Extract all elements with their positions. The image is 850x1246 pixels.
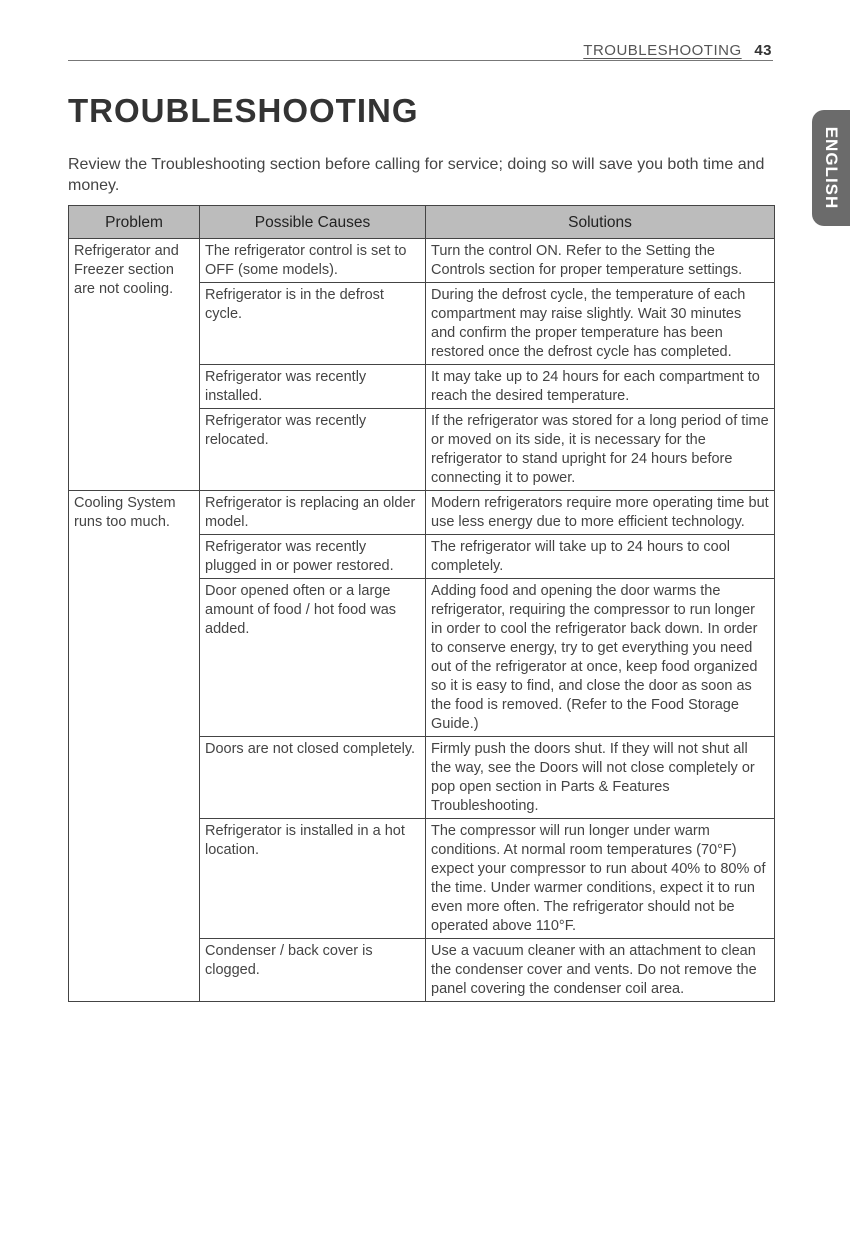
problem-cell: Cooling System runs too much. <box>69 491 200 1002</box>
cause-cell: Refrigerator is in the defrost cycle. <box>200 283 426 365</box>
solution-cell: It may take up to 24 hours for each compartment to reach the desired temperature. <box>426 365 775 409</box>
intro-paragraph: Review the Troubleshooting section before calling for service; doing so will save you both time and money. <box>68 156 765 194</box>
cause-cell: Refrigerator was recently installed. <box>200 365 426 409</box>
solution-cell: Adding food and opening the door warms the refrigerator, requiring the compressor to run longer in order to cool the refrigerator back down. In order to conserve energy, try to get everything you need out of the refrigerator at once, keep food organized so it is easy to find, and close the door as soon as the food is removed. (Refer to the Food Storage Guide.) <box>426 579 775 737</box>
cause-cell: Refrigerator was recently plugged in or power restored. <box>200 535 426 579</box>
solution-cell: Turn the control ON. Refer to the Setting the Controls section for proper temperature settings. <box>426 239 775 283</box>
page-title: TROUBLESHOOTING <box>68 92 419 129</box>
problem-cell: Refrigerator and Freezer section are not cooling. <box>69 239 200 491</box>
solution-cell: Modern refrigerators require more operating time but use less energy due to more efficient technology. <box>426 491 775 535</box>
column-header-problem: Problem <box>69 206 200 239</box>
solution-cell: Use a vacuum cleaner with an attachment to clean the condenser cover and vents. Do not remove the panel covering the condenser coil area. <box>426 939 775 1002</box>
cause-cell: Refrigerator was recently relocated. <box>200 409 426 491</box>
table-header-row <box>69 206 775 239</box>
column-header-causes: Possible Causes <box>200 206 426 239</box>
solution-cell: The compressor will run longer under warm conditions. At normal room temperatures (70°F) expect your compressor to run about 40% to 80% of the time. Under warmer conditions, expect it to run even more often. The refrigerator should not be operated above 110°F. <box>426 819 775 939</box>
table-row <box>69 239 775 283</box>
header-section-name: TROUBLESHOOTING <box>583 42 742 59</box>
cause-cell: Condenser / back cover is clogged. <box>200 939 426 1002</box>
solution-cell: During the defrost cycle, the temperature of each compartment may raise slightly. Wait 30 minutes and confirm the proper temperature has been restored once the defrost cycle has completed. <box>426 283 775 365</box>
column-header-solutions: Solutions <box>426 206 775 239</box>
cause-cell: Refrigerator is installed in a hot location. <box>200 819 426 939</box>
solution-cell: Firmly push the doors shut. If they will not shut all the way, see the Doors will not close completely or pop open section in Parts & Features Troubleshooting. <box>426 737 775 819</box>
cause-cell: Door opened often or a large amount of food / hot food was added. <box>200 579 426 737</box>
language-tab <box>812 110 850 226</box>
solution-cell: The refrigerator will take up to 24 hours to cool completely. <box>426 535 775 579</box>
cause-cell: Refrigerator is replacing an older model. <box>200 491 426 535</box>
table-row <box>69 491 775 535</box>
solution-cell: If the refrigerator was stored for a long period of time or moved on its side, it is necessary for the refrigerator to stand upright for 24 hours before connecting it to power. <box>426 409 775 491</box>
running-header <box>583 42 772 59</box>
cause-cell: Doors are not closed completely. <box>200 737 426 819</box>
page-number: 43 <box>754 42 772 59</box>
cause-cell: The refrigerator control is set to OFF (some models). <box>200 239 426 283</box>
troubleshooting-table <box>68 205 775 1002</box>
header-rule <box>68 60 773 61</box>
language-tab-label: ENGLISH <box>822 126 841 210</box>
